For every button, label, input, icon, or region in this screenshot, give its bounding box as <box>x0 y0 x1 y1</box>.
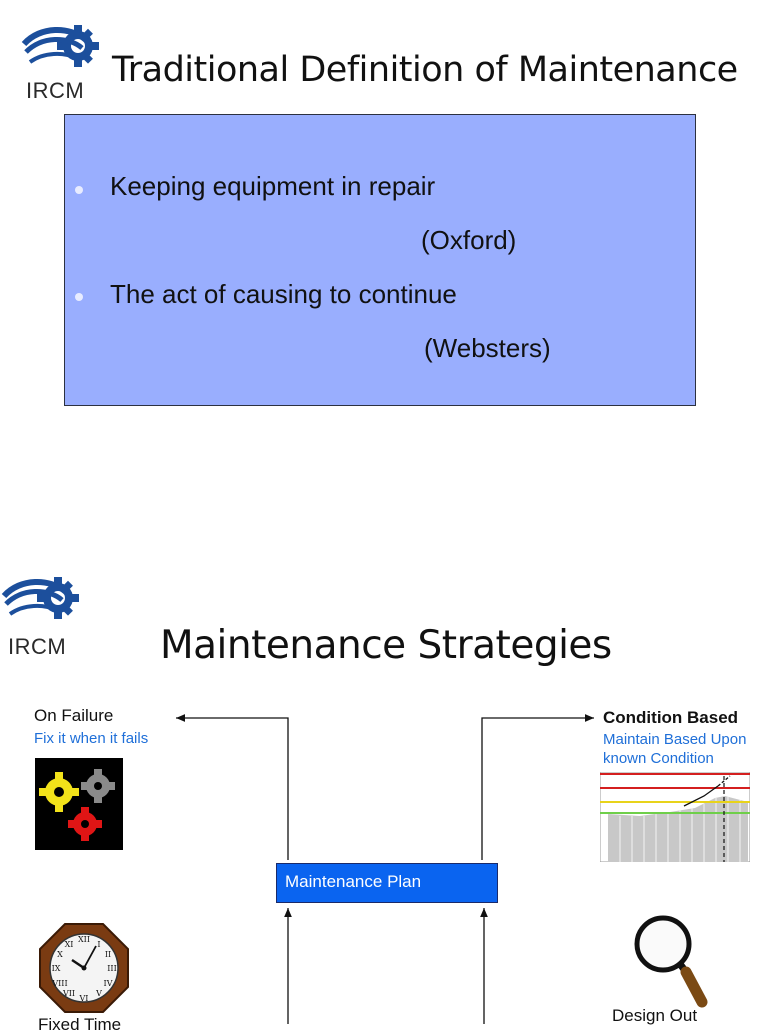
logo-text: IRCM <box>8 634 67 659</box>
bullet-text: Keeping equipment in repair <box>110 171 436 201</box>
svg-text:IX: IX <box>51 964 61 973</box>
svg-text:X: X <box>57 950 63 959</box>
bullet-source: (Websters) <box>424 333 551 363</box>
svg-text:III: III <box>107 964 117 973</box>
arrow-to-on-failure <box>176 718 288 860</box>
on-failure-title: On Failure <box>34 706 114 725</box>
svg-text:II: II <box>104 950 112 959</box>
fixed-time-title: Fixed Time <box>38 1015 122 1034</box>
wall-clock-icon <box>38 922 130 1014</box>
slide-title: Maintenance Strategies <box>160 623 612 668</box>
condition-based-note-1: Maintain Based Upon <box>603 731 747 748</box>
gear-logo-icon <box>20 22 106 78</box>
bullet-text: The act of causing to continue <box>110 279 457 309</box>
magnifying-glass-icon <box>630 912 710 1008</box>
svg-text:VII: VII <box>62 989 76 998</box>
svg-text:XI: XI <box>64 940 74 949</box>
svg-text:XII: XII <box>77 935 91 944</box>
logo-text: IRCM <box>26 78 85 103</box>
slide-maintenance-strategies <box>0 560 768 1034</box>
on-failure-note: Fix it when it fails <box>34 730 149 747</box>
svg-text:VIII: VIII <box>52 979 68 988</box>
slide-title: Traditional Definition of Maintenance <box>112 50 738 90</box>
arrow-to-condition-based <box>482 718 594 860</box>
design-out-title: Design Out <box>612 1006 698 1025</box>
bullet-source: (Oxford) <box>421 225 517 255</box>
slide-traditional-definition <box>0 0 768 440</box>
condition-based-title: Condition Based <box>603 708 739 727</box>
condition-trend-icon <box>600 772 750 862</box>
svg-text:VI: VI <box>79 994 89 1003</box>
maintenance-plan-box: Maintenance Plan <box>276 863 498 903</box>
svg-text:I: I <box>97 940 101 949</box>
bullet-dot-icon <box>75 186 83 194</box>
definition-box <box>64 114 696 406</box>
condition-based-note-2: known Condition <box>603 750 714 767</box>
broken-gears-icon <box>35 758 123 850</box>
ircm-logo <box>20 22 106 78</box>
svg-text:IV: IV <box>103 979 113 988</box>
bullet-dot-icon <box>75 293 83 301</box>
svg-text:V: V <box>96 989 102 998</box>
